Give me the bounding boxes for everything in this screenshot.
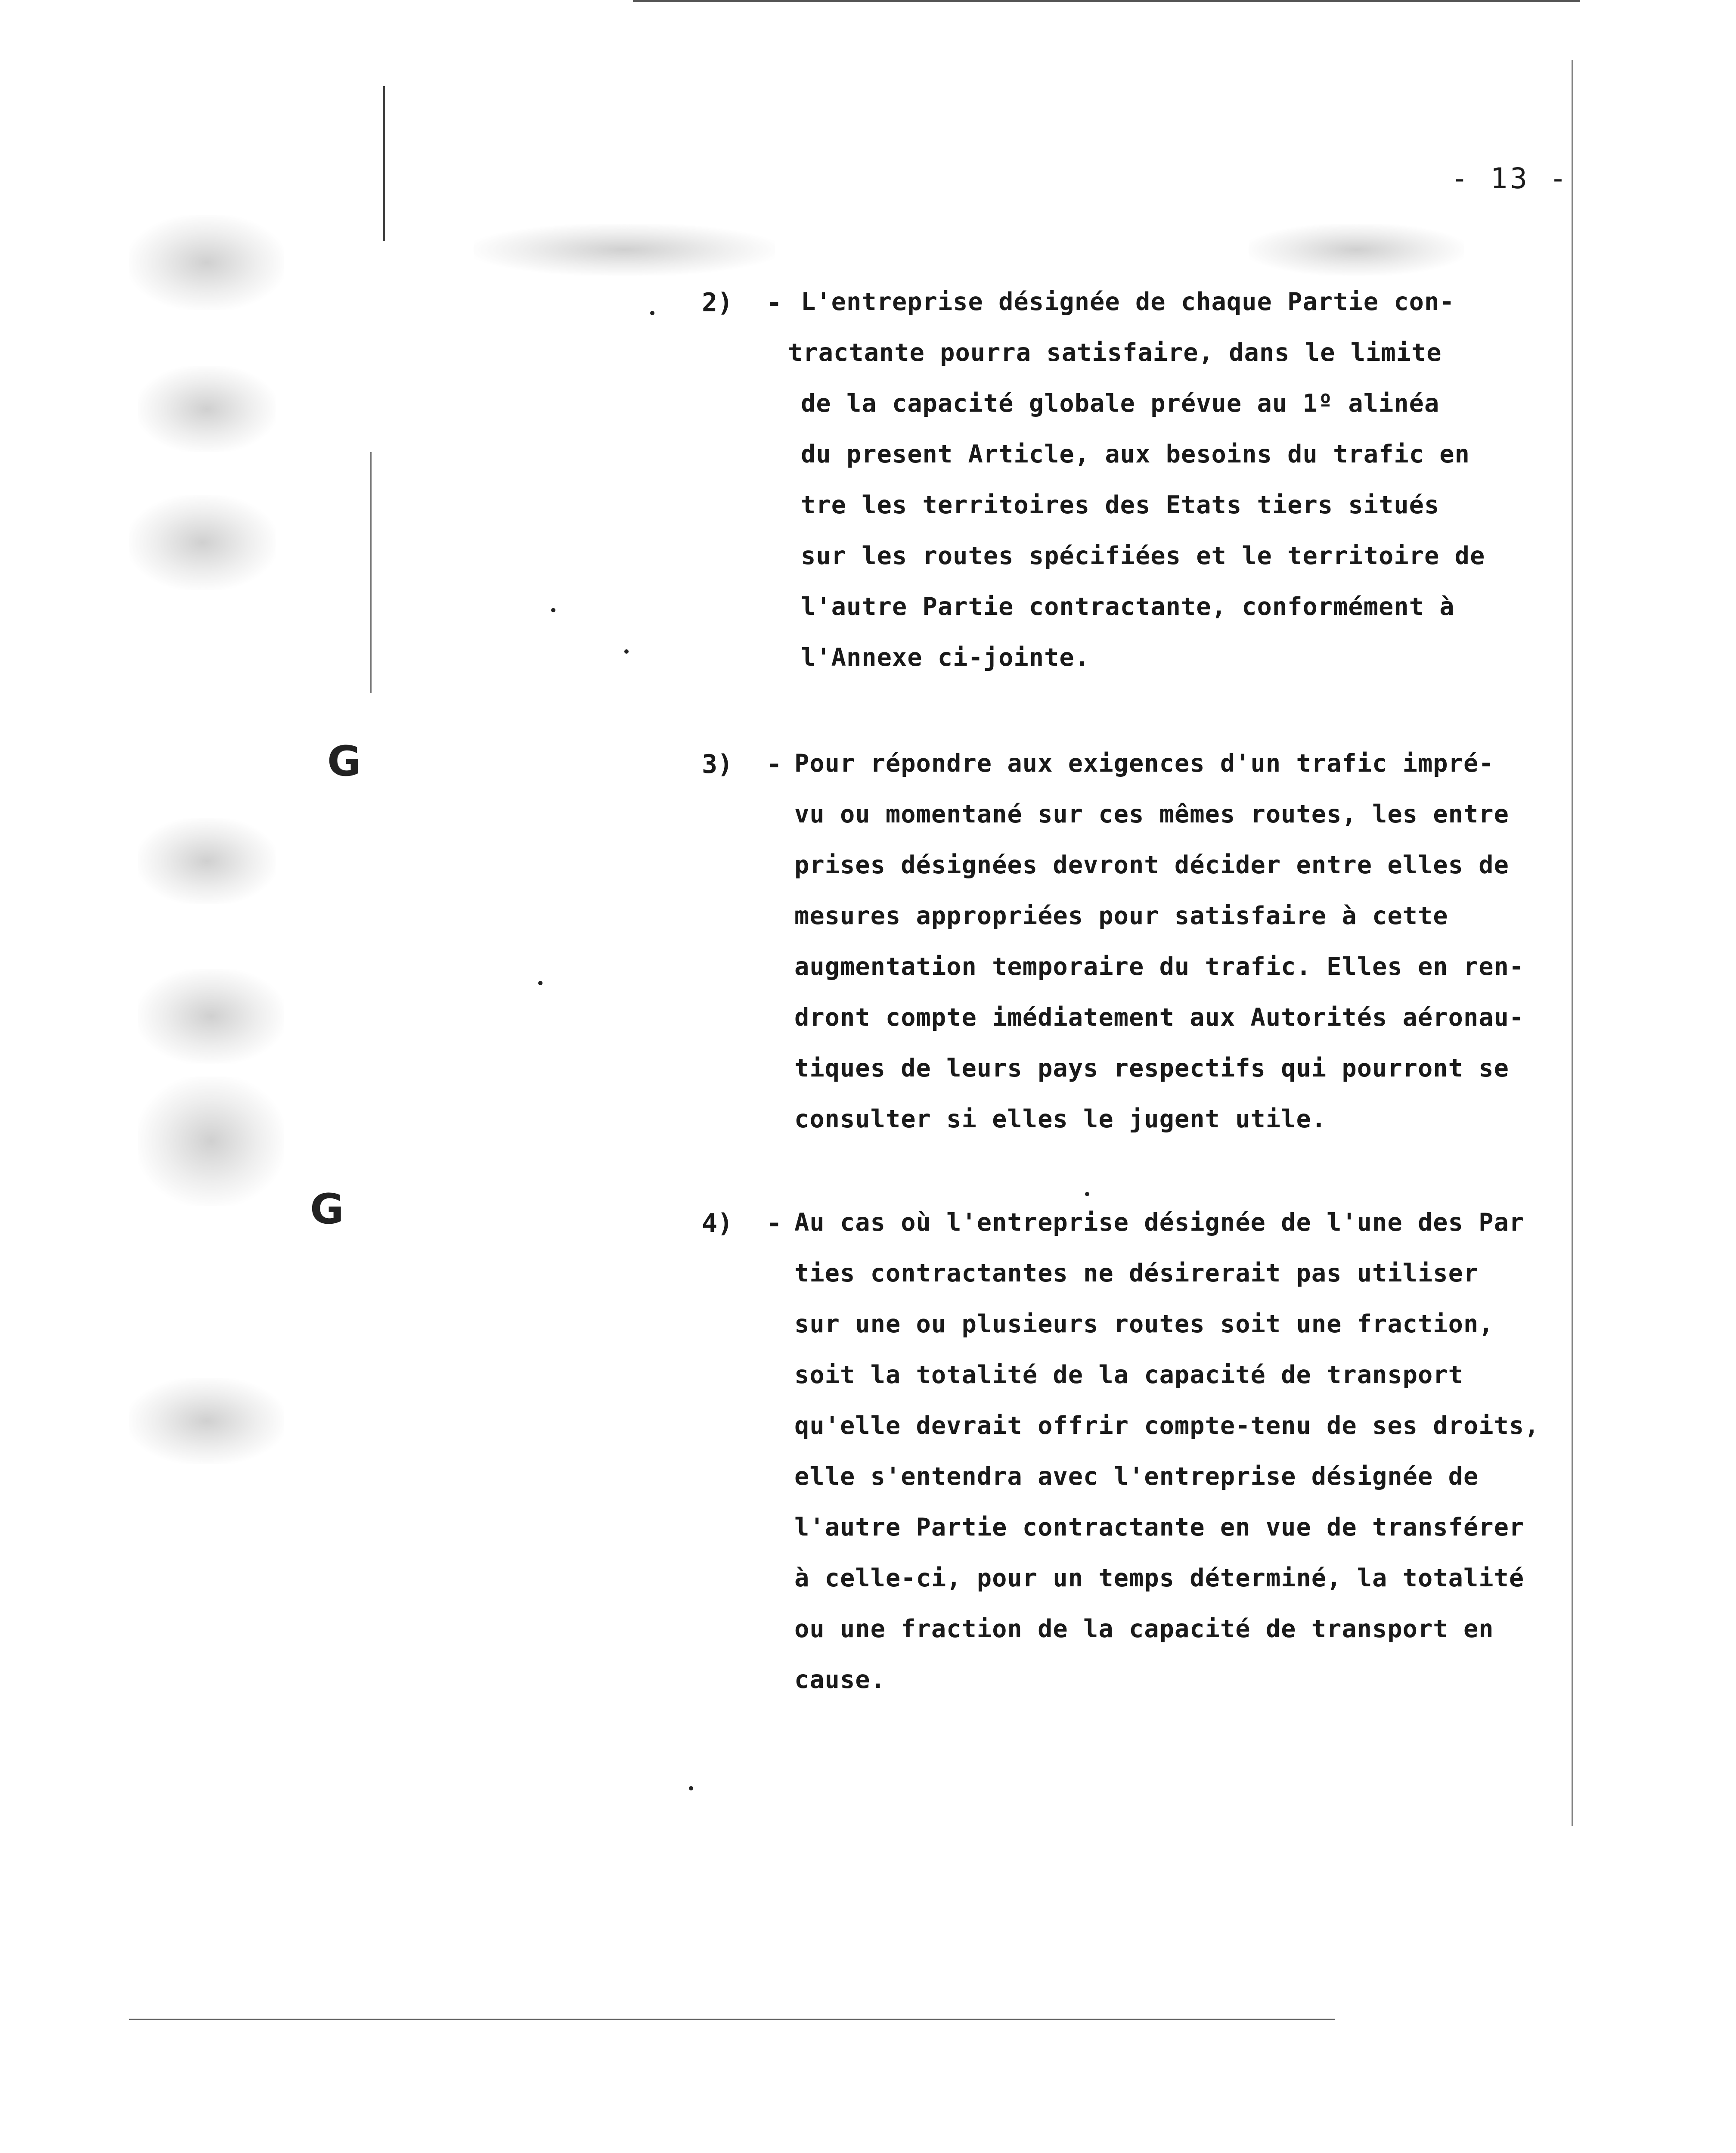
right-margin-line [1572, 60, 1573, 1826]
scan-smudge [1249, 224, 1464, 276]
paragraph-dash: - [766, 1208, 782, 1238]
paragraph-line: dront compte imédiatement aux Autorités aéronau- [794, 1003, 1525, 1032]
scan-smudge [129, 495, 276, 590]
paragraph-line: augmentation temporaire du trafic. Elles en ren- [794, 952, 1525, 981]
paragraph-line: l'autre Partie contractante en vue de transférer [794, 1513, 1525, 1542]
paragraph-dash: - [766, 749, 782, 779]
scan-speck [551, 608, 555, 612]
scan-speck [538, 981, 542, 985]
paragraph-line: à celle-ci, pour un temps déterminé, la totalité [794, 1564, 1525, 1592]
paragraph-line: cause. [794, 1666, 886, 1694]
left-margin-line-lower [370, 452, 372, 693]
bottom-scan-line [129, 2019, 1335, 2020]
paragraph-line: consulter si elles le jugent utile. [794, 1105, 1327, 1133]
paragraph-line: l'Annexe ci-jointe. [801, 643, 1090, 672]
paragraph-line: mesures appropriées pour satisfaire à cette [794, 902, 1448, 930]
scan-speck [650, 311, 654, 315]
scan-smudge [138, 366, 276, 452]
paragraph-line: ou une fraction de la capacité de transport en [794, 1615, 1494, 1643]
paragraph-number: 3) [702, 749, 733, 779]
paragraph-line: sur une ou plusieurs routes soit une fraction, [794, 1310, 1494, 1338]
paragraph-line: ties contractantes ne désirerait pas utiliser [794, 1259, 1479, 1287]
left-margin-line [383, 86, 385, 241]
paragraph-line: Au cas où l'entreprise désignée de l'une des Par [794, 1208, 1525, 1237]
scan-smudge [138, 1076, 284, 1206]
paragraph-line: du present Article, aux besoins du trafic en [801, 440, 1470, 468]
paragraph-line: l'autre Partie contractante, conformément à [801, 593, 1455, 621]
binding-hole-mark: G [327, 737, 361, 785]
paragraph-line: vu ou momentané sur ces mêmes routes, les entre [794, 800, 1509, 828]
paragraph-line: tre les territoires des Etats tiers situés [801, 491, 1440, 519]
scan-smudge [138, 969, 284, 1064]
paragraph-dash: - [766, 288, 782, 318]
paragraph-line: qu'elle devrait offrir compte-tenu de ses droits, [794, 1412, 1540, 1440]
scan-smudge [474, 224, 775, 276]
paragraph-line: tiques de leurs pays respectifs qui pourront se [794, 1054, 1509, 1083]
scan-speck [689, 1786, 693, 1790]
paragraph-number: 4) [702, 1208, 733, 1238]
scan-speck [1085, 1192, 1089, 1196]
scan-smudge [129, 1378, 284, 1464]
paragraph-line: Pour répondre aux exigences d'un trafic impré- [794, 749, 1494, 778]
paragraph-line: sur les routes spécifiées et le territoire de [801, 542, 1485, 570]
paragraph-line: de la capacité globale prévue au 1º alinéa [801, 389, 1440, 418]
paragraph-line: prises désignées devront décider entre elles de [794, 851, 1509, 879]
scan-speck [624, 649, 629, 654]
paragraph-number: 2) [702, 288, 733, 318]
scan-smudge [138, 818, 276, 904]
scan-smudge [129, 215, 284, 310]
page-number: - 13 - [1451, 162, 1569, 195]
top-scan-line [633, 0, 1580, 2]
paragraph-line: soit la totalité de la capacité de transport [794, 1361, 1463, 1389]
binding-hole-mark: G [310, 1185, 344, 1233]
paragraph-line: elle s'entendra avec l'entreprise désignée de [794, 1462, 1479, 1491]
paragraph-line: tractante pourra satisfaire, dans le limite [788, 338, 1442, 367]
paragraph-line: L'entreprise désignée de chaque Partie con- [801, 288, 1455, 316]
